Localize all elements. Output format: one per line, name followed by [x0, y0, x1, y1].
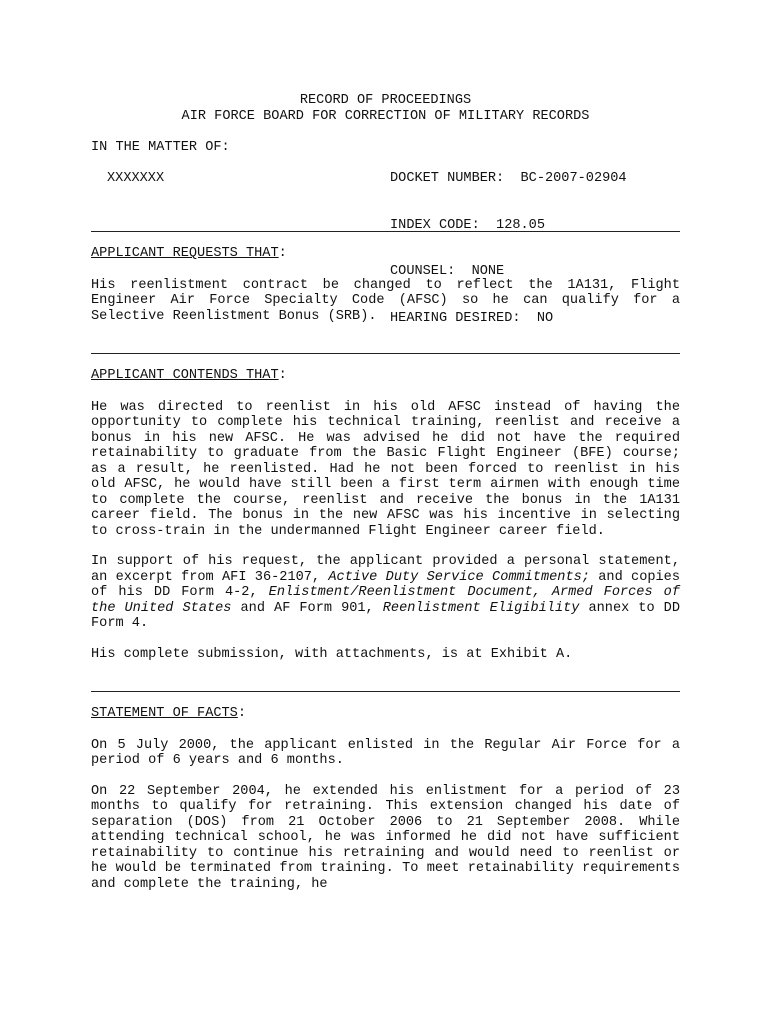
- matter-name: XXXXXXX: [107, 171, 165, 186]
- counsel: COUNSEL: NONE: [390, 264, 505, 279]
- title-line-1: RECORD OF PROCEEDINGS: [299, 93, 472, 108]
- contends-paragraph-2: In support of his request, the applicant provided a personal statement, an excerpt from AFI 36-2107, Active Duty Service Commitments; and copies of his DD Form 4-2, Enlistment/Reenlistment Document, Armed Forces of the United States and AF Form 901, Reenlistment Eligibility annex to DD Form 4.: [91, 554, 680, 631]
- index-code: INDEX CODE: 128.05: [390, 217, 545, 233]
- facts-paragraph-2: On 22 September 2004, he extended his enlistment for a period of 23 months to qualify for retraining. This extension changed his date of separation (DOS) from 21 October 2006 to 21 September 2008. While attending technical school, he was informed he did not have sufficient retainability to continue his retraining and would need to reenlist or he would be terminated from training. To meet retainability requirements and complete the training, he: [91, 783, 680, 892]
- hearing-desired: HEARING DESIRED: NO: [390, 310, 554, 326]
- section-heading-facts: STATEMENT OF FACTS:: [91, 706, 247, 721]
- facts-paragraph-1: On 5 July 2000, the applicant enlisted in the Regular Air Force for a period of 6 years and 6 months.: [91, 737, 680, 768]
- docket-number: DOCKET NUMBER: BC-2007-02904: [390, 171, 627, 186]
- docket-info: [390, 140, 627, 357]
- document-page: [91, 93, 680, 907]
- document-title: [91, 93, 680, 124]
- requests-paragraph: His reenlistment contract be changed to reflect the 1A131, Flight Engineer Air Force Specialty Code (AFSC) so he can qualify for a Selective Reenlistment Bonus (SRB).: [91, 277, 680, 324]
- matter-label: IN THE MATTER OF:: [91, 140, 230, 155]
- contends-paragraph-3: His complete submission, with attachments, is at Exhibit A.: [91, 646, 573, 662]
- section-heading-requests: APPLICANT REQUESTS THAT:: [91, 246, 287, 261]
- contends-paragraph-1: He was directed to reenlist in his old AFSC instead of having the opportunity to complete his technical training, reenlist and receive a bonus in his new AFSC. He was advised he did not have the required retainability to graduate from the Basic Flight Engineer (BFE) course; as a result, he reenlisted. Had he not been forced to reenlist in his old AFSC, he would have still been a first term airmen with enough time to complete the course, reenlist and receive the bonus in the 1A131 career field. The bonus in the new AFSC was his incentive in selecting to cross-train in the undermanned Flight Engineer career field.: [91, 399, 680, 539]
- divider: [91, 691, 680, 692]
- title-line-2: AIR FORCE BOARD FOR CORRECTION OF MILITARY RECORDS: [181, 108, 590, 124]
- section-heading-contends: APPLICANT CONTENDS THAT:: [91, 368, 287, 383]
